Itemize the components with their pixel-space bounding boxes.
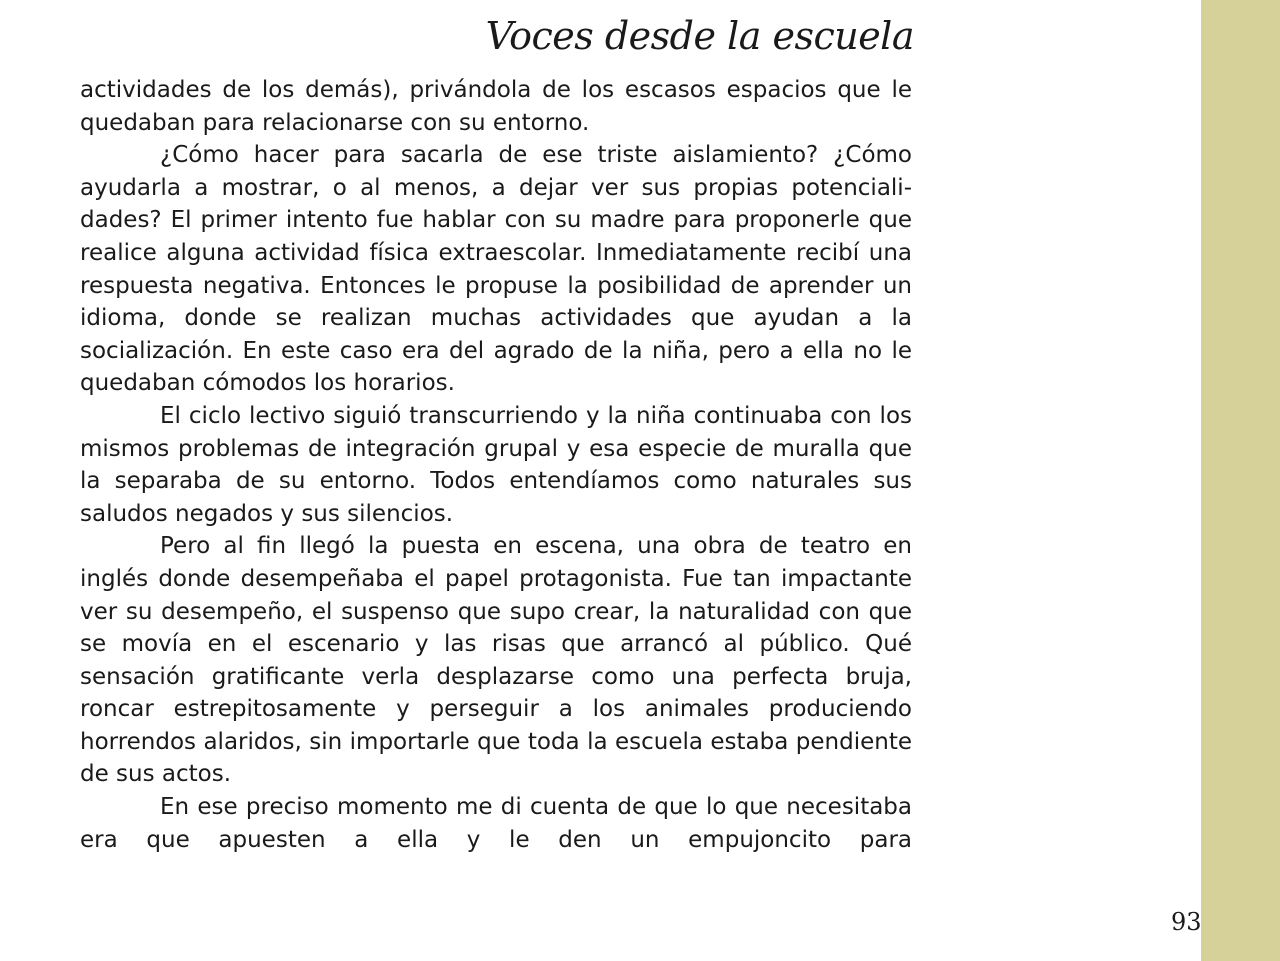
paragraph: actividades de los demás), privándola de los escasos espacios que le quedaban para relacionarse con su entorno.: [80, 77, 912, 136]
paragraph: En ese preciso momento me di cuenta de que lo que necesitaba era que apuesten a ella y le den un empujoncito para: [80, 794, 912, 853]
paragraph: Pero al fin llegó la puesta en escena, una obra de teatro en inglés donde desempeñaba el papel protagonista. Fue tan impactante ver su desempeño, el suspenso que supo crear, la naturalidad con que se movía en el escenario y las risas que arrancó al público. Qué sensación gratificante verla desplazarse como una perfecta bruja, roncar estrepitosamente y perseguir a los animales produciendo horrendos alaridos, sin importarle que toda la escuela estaba pendiente de sus actos.: [80, 533, 912, 788]
body-text: [80, 74, 912, 856]
decorative-side-band: [1201, 0, 1280, 961]
page-number: 93: [1171, 908, 1202, 936]
running-header: Voces desde la escuela: [485, 14, 914, 58]
paragraph: El ciclo lectivo siguió transcurriendo y la niña continuaba con los mismos problemas de integración grupal y esa especie de muralla que la separaba de su entorno. Todos entendíamos como naturales sus saludos negados y sus silencios.: [80, 402, 912, 527]
paragraph: ¿Cómo hacer para sacarla de ese triste aislamiento? ¿Cómo ayudarla a mostrar, o al menos, a dejar ver sus propias potencialidades? El primer intento fue hablar con su madre para proponerle que realice alguna actividad física extraescolar. Inmediatamente recibí una respuesta negativa. Entonces le propuse la posibilidad de aprender un idioma, donde se realizan muchas actividades que ayudan a la socialización. En este caso era del agrado de la niña, pero a ella no le quedaban cómodos los horarios.: [80, 142, 912, 397]
